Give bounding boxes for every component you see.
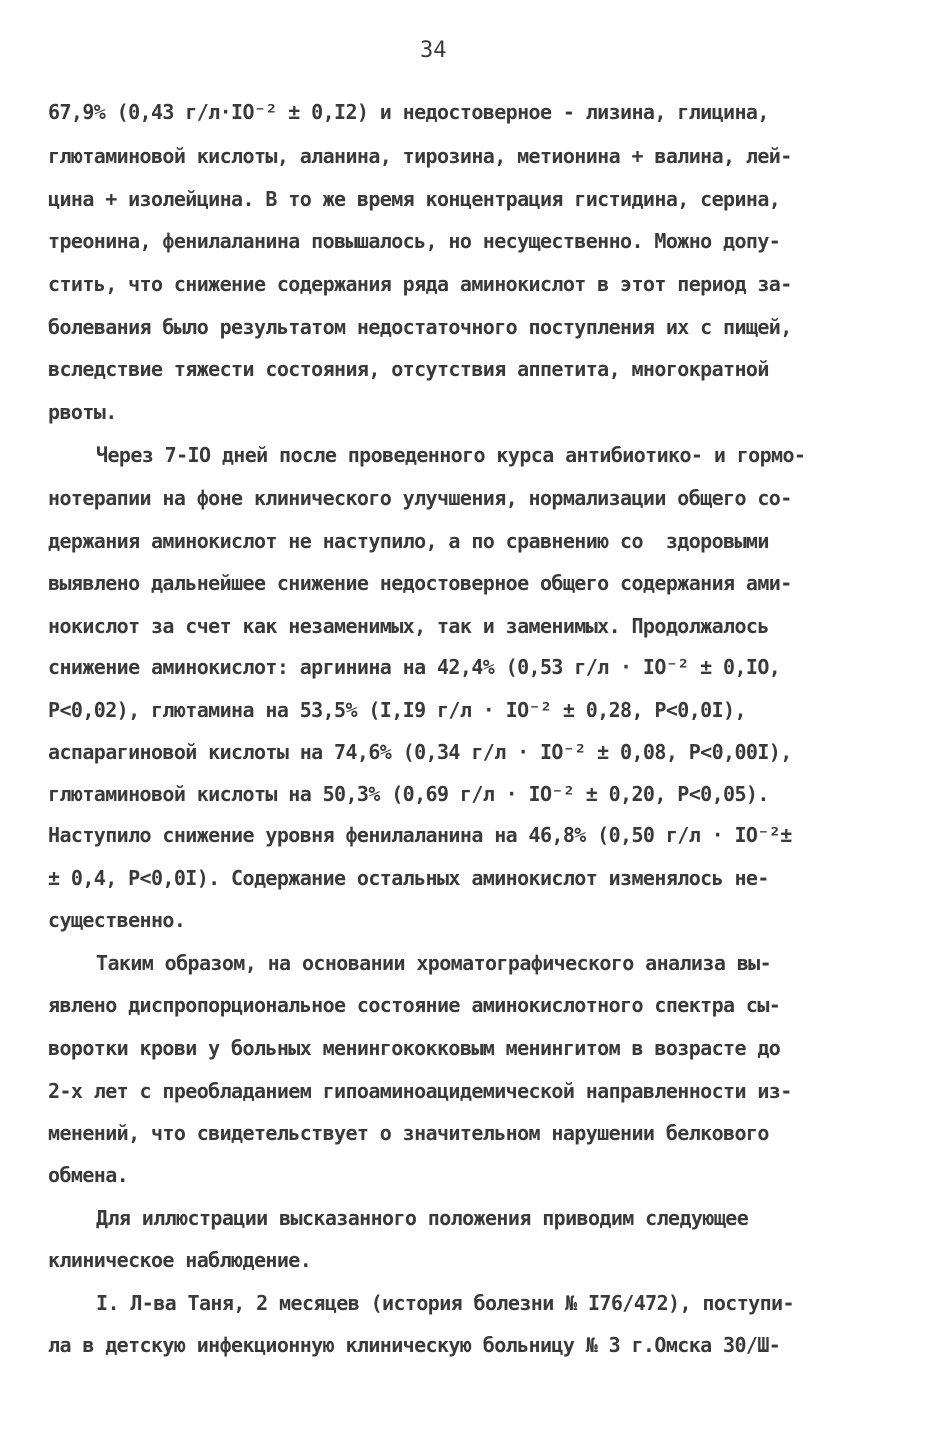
text-line: Через 7-IO дней после проведенного курса антибиотико- и гормо- (96, 443, 806, 467)
text-line: обмена. (48, 1163, 129, 1187)
text-line: менений, что свидетельствует о значительном нарушении белкового (48, 1121, 769, 1145)
text-line: Для иллюстрации высказанного положения приводим следующее (96, 1206, 749, 1230)
text-line: глютаминовой кислоты на 50,3% (0,69 г/л · IO⁻² ± 0,20, P<0,05). (48, 782, 769, 806)
text-line: Таким образом, на основании хроматографического анализа вы- (96, 951, 772, 975)
page-number: 34 (420, 38, 447, 63)
text-line: цина + изолейцина. В то же время концентрация гистидина, серина, (48, 187, 781, 211)
text-line: держания аминокислот не наступило, а по сравнению со здоровыми (48, 529, 769, 553)
text-line: нотерапии на фоне клинического улучшения, нормализации общего со- (48, 486, 792, 510)
text-line: аспарагиновой кислоты на 74,6% (0,34 г/л · IO⁻² ± 0,08, P<0,00I), (48, 740, 792, 764)
text-line: воротки крови у больных менингококковым менингитом в возрасте до (48, 1036, 781, 1060)
text-line: явлено диспропорциональное состояние аминокислотного спектра сы- (48, 993, 781, 1017)
text-line: выявлено дальнейшее снижение недостоверное общего содержания ами- (48, 571, 792, 595)
text-line: ла в детскую инфекционную клиническую больницу № 3 г.Омска 30/Ш- (48, 1333, 781, 1357)
text-line: существенно. (48, 908, 186, 932)
text-line: треонина, фенилаланина повышалось, но несущественно. Можно допу- (48, 229, 781, 253)
text-line: клиническое наблюдение. (48, 1248, 312, 1272)
text-line: стить, что снижение содержания ряда аминокислот в этот период за- (48, 272, 792, 296)
text-line: рвоты. (48, 400, 117, 424)
text-line: 67,9% (0,43 г/л·IO⁻² ± 0,I2) и недостоверное - лизина, глицина, (48, 100, 769, 124)
text-line: 2-х лет с преобладанием гипоаминоацидемической направленности из- (48, 1079, 792, 1103)
text-line: P<0,02), глютамина на 53,5% (I,I9 г/л · IO⁻² ± 0,28, P<0,0I), (48, 698, 746, 722)
text-line: глютаминовой кислоты, аланина, тирозина, метионина + валина, лей- (48, 144, 792, 168)
text-line: I. Л-ва Таня, 2 месяцев (история болезни № I76/472), поступи- (96, 1291, 794, 1315)
text-line: нокислот за счет как незаменимых, так и заменимых. Продолжалось (48, 614, 769, 638)
text-line: болевания было результатом недостаточного поступления их с пищей, (48, 315, 792, 339)
text-line: вследствие тяжести состояния, отсутствия аппетита, многократной (48, 357, 769, 381)
text-line: Наступило снижение уровня фенилаланина на 46,8% (0,50 г/л · IO⁻²± (48, 823, 792, 847)
text-line: снижение аминокислот: аргинина на 42,4% (0,53 г/л · IO⁻² ± 0,IO, (48, 655, 781, 679)
text-line: ± 0,4, P<0,0I). Содержание остальных аминокислот изменялось не- (48, 866, 769, 890)
